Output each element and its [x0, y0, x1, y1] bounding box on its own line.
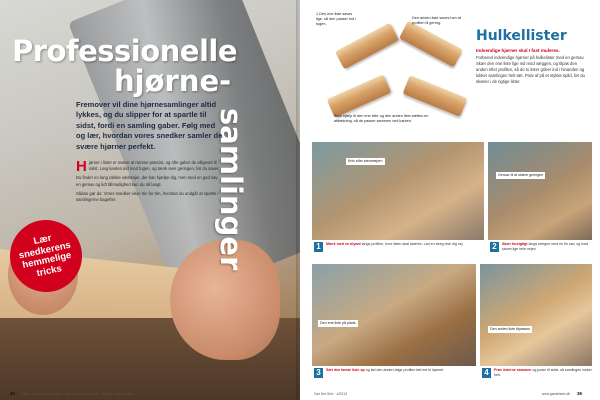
footer-credits: Tekst: Jeanette Laugesen · Foto: Nicolai Sørensen · Styling: Trine Nielsen — [21, 392, 133, 396]
step-photos — [312, 142, 592, 384]
step-photo-4 — [480, 264, 592, 366]
step-photo-3 — [312, 264, 476, 366]
molding-piece — [335, 23, 399, 70]
photo-tag: Kniv eller stemmejern — [348, 159, 383, 163]
step-caption: Sæt den første liste op og lad den anden følge profilen tæt ind til hjørnet. — [326, 368, 445, 372]
body-paragraph: jørner i lister er svære at ramme præcist, og ofte gaber de alligevel til sidst. Læg kanten ind mod fugen, og tænk over geringen, før du saver. — [88, 160, 220, 172]
step-number: 4 — [482, 368, 491, 378]
molding-label: Som hjælp til den ene liste og den anden liste sættes en afdækning, så de passer sammen ved kanten. — [334, 114, 429, 123]
sidebar-title: Hulkellister — [476, 28, 567, 44]
step-photo-1 — [312, 142, 484, 240]
left-page-number: 36 — [10, 391, 16, 396]
step-number: 1 — [314, 242, 323, 252]
step-number: 3 — [314, 368, 323, 378]
molding-illustration — [314, 8, 474, 148]
footer-site: www.gørdetselv.dk — [541, 392, 571, 396]
sidebar-lead: Indvendige hjørner skal I fast muleres. — [476, 48, 560, 53]
sidebar-hulkellister — [476, 18, 588, 85]
page-title-line-3: samlinger — [214, 108, 248, 271]
right-page-number: 36 — [576, 391, 582, 396]
molding-piece — [327, 74, 392, 117]
drop-cap: H — [76, 158, 87, 175]
molding-piece — [399, 21, 463, 68]
intro-text: Fremover vil dine hjørnesamlinger altid lykkes, og du slipper for at spartle til sidst, fordi en samling gaber. Følg med og lær, hvordan vores snedker samler de svære hjørner perfekt. — [76, 100, 223, 151]
step-number: 2 — [490, 242, 499, 252]
right-footer — [542, 391, 588, 396]
photo-tag: Gersav til at skære geringen — [498, 173, 544, 177]
step-photo-2 — [488, 142, 592, 240]
left-footer — [10, 391, 133, 396]
molding-label: 1 Den ene liste saves lige, så den passer ind i fugen. — [316, 12, 356, 26]
sidebar-text: Forbered indvendige hjørner på hulkelister med en gersav. Skær den ene liste lige ind mod væggen, og tilpas den anden efter profilen, så de to lister griber ind i hinanden og lukker samlingen helt tæt. Prøv af på et stykke spild, før du skærer i de rigtige lister. — [476, 55, 585, 84]
body-paragraph: Sådan gør du: Vores snedker viser trin for trin, hvordan du undgår at spartle i samlingerne bagefter. — [76, 190, 219, 203]
page-title-line-1: Professionelle — [12, 34, 238, 68]
photo-tag: Den anden liste tilpasses — [490, 327, 530, 331]
step-caption: Mærk med en blyant langs profilen, hvor listen skal skæres. Lad en streg vise dig vej. — [326, 242, 464, 246]
molding-piece — [403, 75, 468, 117]
molding-label: Den anden liste saves hen af profilen til gering. — [412, 16, 461, 25]
badge-text: Lær snedkerens hemmelige tricks — [17, 232, 73, 279]
right-page — [300, 0, 600, 400]
step-caption: Prøv listerne sammen og juster til sidst, så samlingen lukker helt. — [494, 368, 592, 377]
page-title-line-2: hjørne- — [114, 64, 232, 98]
body-text — [76, 160, 224, 206]
photo-tag: Den ene liste på plads — [320, 321, 356, 325]
body-paragraph: Du finder en lang række værktøjer, der kan hjælpe dig, men med en god sav, en gersav og lidt tålmodighed kan du nå langt. — [76, 175, 219, 187]
step-caption: Skær forsigtigt langs stregen med en fin sav, og hold saven lige hele vejen. — [502, 242, 589, 251]
right-footer-issue: Gør Det Selv · 4/2013 — [314, 392, 347, 396]
